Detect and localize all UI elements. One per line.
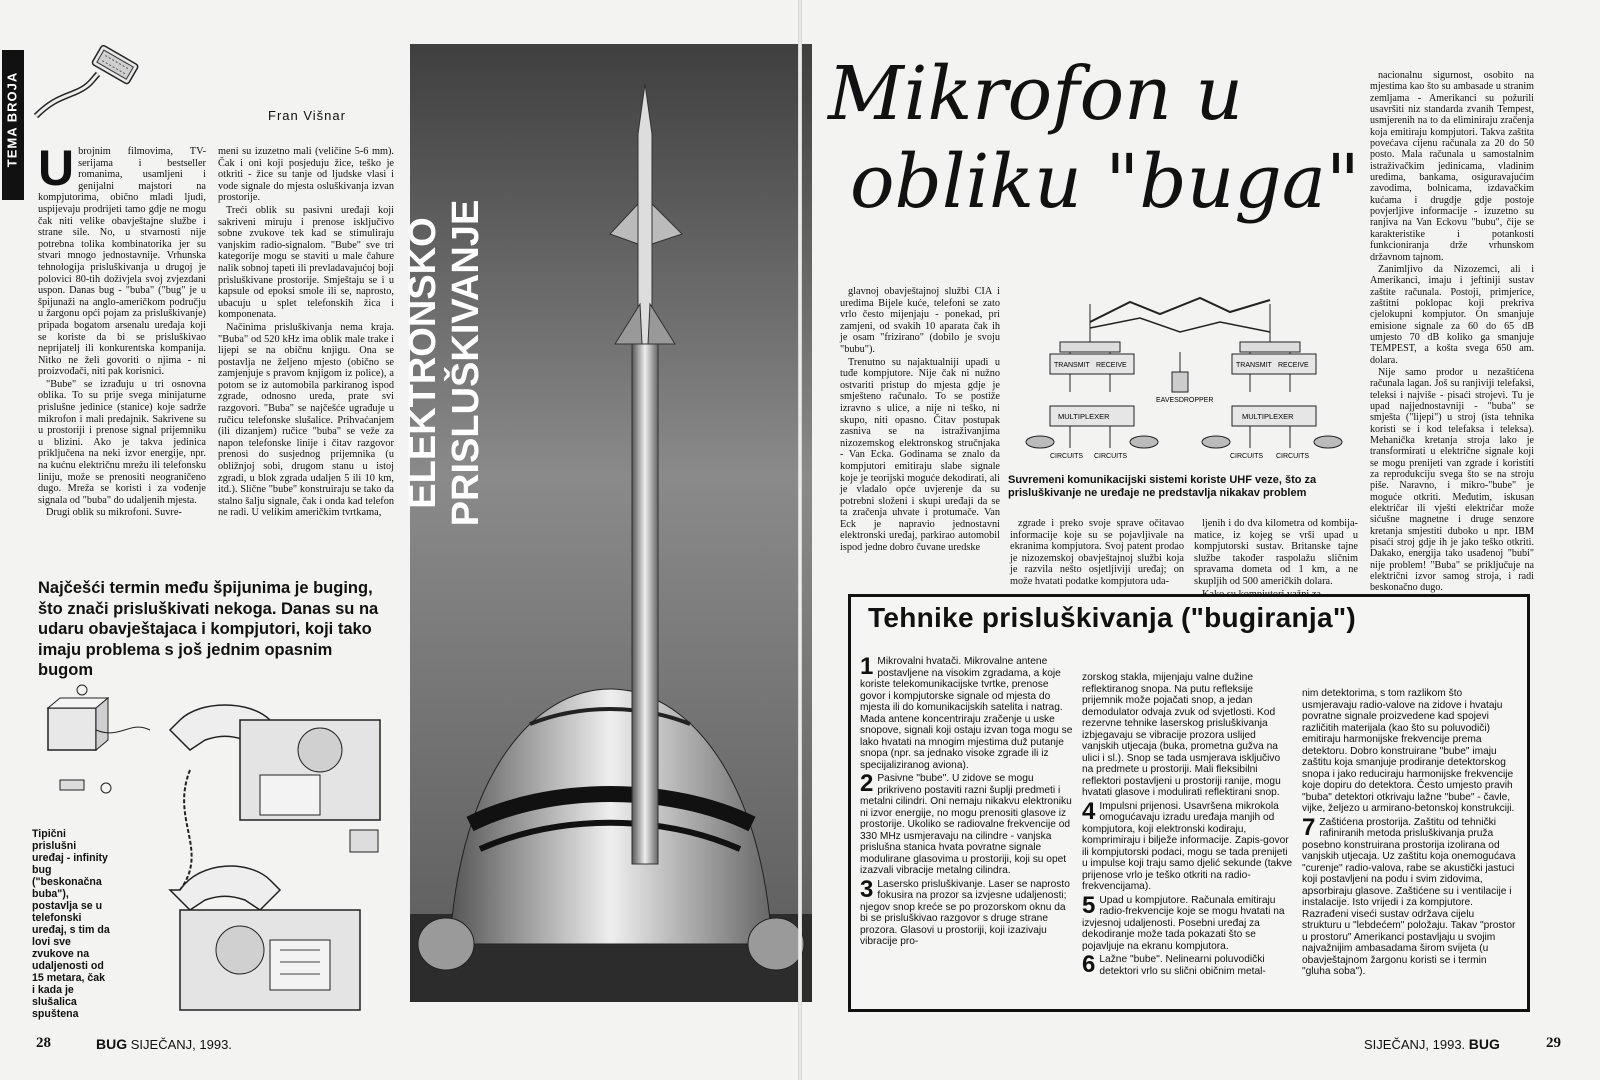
page-number-right: 29 [1546,1035,1561,1051]
technique-text: Lasersko prisluškivanje. Laser se naprosto fokusira na prozor sa izvjesne udaljenosti; njegov snop kreće se po prozorskom oknu da bi se prisluškivao razgovor s druge strane prozora. Glasovi u prostoriji, koji izazivaju vibracije pro- [860,878,1070,947]
paragraph: meni su izuzetno mali (veličine 5-6 mm). Čak i oni koji posjeduju žice, teško je otkriti - žice su tanje od ljudske vlasi i vode signale do mjesta osluškivanja izvan prostorije. [218,146,394,204]
paragraph: brojnim filmovima, TV-serijama i bestseller romanima, usamljeni i genijalni majstori na kompjutorima, obično mladi ljudi, uspijevaju prodrijeti tamo gdje ne mogu čak niti velike obavještajne službe i strane sile. No, u stvarnosti nije potrebna tolika kombinatorika jer su stvari mnogo jednostavnije. Vrhunska tehnologija prisluškivanja u drugoj je polovici 80-tih doživjela svoj zvjezdani uspon. Danas bug - "buba" ("bug" je u špijunaži na anglo-američkom području u žargonu opći pojam za prisluškivanje) pripada bogatom arsenalu uređaja koji se koriste da bi se prisluškivao neprijatelj ili konkurentska kompanija. Nitko ne želi govoriti o njima - ni proizvođači, niti pak korisnici. [38,146,206,378]
cable-connector-illustration [32,40,142,120]
footer-date: SIJEČANJ, 1993. [130,1037,232,1052]
technique-text: Upad u kompjutore. Računala emitiraju radio-frekvencije koje se mogu hvatati na izvjesnoj udaljenosti. Posebni uređaj za dekodiranje može tada pokazati što se pojavljuje na ekranu kompjutora. [1082,894,1285,952]
diagram-receive-right: RECEIVE [1278,362,1309,369]
technique-text: Pasivne "bube". U zidove se mogu prikriveno postaviti razni šuplji predmeti i metalni cilindri. Oni nemaju nikakvu elektroniku ni izvor energije, no mogu prenositi glasove iz prostorije. Ukoliko se radiovalne frekvencije od 330 MHz usmjeravaju na cilindre - vanjska prislušna stanica hvata povratne signale modulirane glasovima u prostoriji, koji su opet izazvali vibracije metalng cilindra. [860,773,1072,876]
technique-item [1082,672,1294,799]
paragraph: Treći oblik su pasivni uređaji koji sakriveni miruju i prenose isključivo sobne zvukove tek kad se stimuliraju vanjskim radio-signalom. "Bube" sve tri kategorije mogu se staviti u male čahure nalik sobnoj tapeti ili prevladavajućoj boji prisluškivane prostorije. Smještaju se i u kapsule od epoksi smole ili se, naprosto, ubacuju u splet telefonskih žica i komponenata. [218,204,394,321]
diagram-circuits-2: CIRCUITS [1094,453,1128,460]
footer-date: SIJEČANJ, 1993. [1364,1037,1466,1052]
uhf-network-diagram [1010,292,1360,472]
technique-text: Mikrovalni hvatači. Mikrovalne antene postavljene na visokim zgradama, a koje koriste telekomunikacijske tvrtke, prenose govor i kompjutorske signale od mjesta do mjesta ili do komunikacijskih satelita i natrag. Mada antene koncentriraju zračenje u uske snopove, signali koji ostaju izvan toga mogu se lako hvatati na mnogim mjestima duž putanje snopa (npr. sa jednako visoke zgrade ili iz specijaliziranog aviona). [860,656,1073,771]
paragraph: glavnoj obavještajnoj službi CIA i uredima Bijele kuće, telefoni se zato vrlo često mijenjaju - ponekad, pri zamjeni, od svakih 10 aparata čak ih je osam "frizirano" (dobilo je svoju "bubu"). [840,286,1000,355]
vertical-title-text: ELEKTRONSKO PRISLUŠKIVANJE [402,199,487,527]
vertical-section-title [402,40,487,650]
headline-line-1: Mikrofon u [828,51,1243,137]
article-column-1 [38,140,206,520]
diagram-transmit-right: TRANSMIT [1236,362,1272,369]
paragraph: Načinima prisluškivanja nema kraja. "Buba" od 520 kHz ima oblik male trake i lijepi se na običnu knjigu. Ona se postavlja ne željeno mjesto (obično se zamjenjuje s pravom knjigom iz police), a potom se iz automobila parkiranog ispod zgrade, odnosno ureda, prate svi razgovori. "Buba" se najčešće ugrađuje u ručicu telefonske slušalice. Prihvaćanjem (ili dizanjem) ručice "buba" se veže za napon telefonske linije i čitav razgovor prenosi do susjednog prijemnika (u obližnjoj sobi, drugom stanu u istoj zgradi, u blok zgrada udaljen 5 ili 10 km, itd.). Slične "bube" konstruiraju se tako da stalno šalju signale, čak i onda kad telefon ne radi. U velikim američkim tvrtkama, [218,321,394,519]
paragraph: zgrade i preko svoje sprave očitavao informacije koje su se pojavljivale na ekranima kompjutora. Svoj patent prodao je nizozemskoj obavještajnoj službi koja je razvila nešto osjetljiviji uređaj; on može hvatati podatke kompjutora uda- [1010,518,1184,587]
article-column-4 [1010,518,1184,589]
dropcap: U [38,140,75,196]
paragraph: ljenih i do dva kilometra od kombija-matice, iz kojeg se vrši upad u kompjutorski sustav. Britanske tajne službe također raspolažu sličnim spravama dometa od 1 km, a ne skupljih od 500 američkih dolara. [1194,518,1358,587]
technique-item [1082,891,1294,953]
technique-number: 5 [1082,891,1096,919]
article-column-5 [1194,518,1358,601]
sidebar-column-1 [860,653,1074,950]
paragraph: nacionalnu sigurnost, osobito na mjestima kao što su ambasade u stranim zemljama - Amerikanci su požurili usavršiti niz standarda zvanih Tempest, usmjerenih na to da eliminiraju zračenja koja emitiraju kompjutori. Takva zaštita povećava cijenu računala za 20 do 50 posto. Mala računala u samostalnim istraživačkim jedinicama, vladinim uredima, bankama, osiguravajućim zavodima, bolnicama, izdavačkim kućama i drugdje gdje postoje povjerljive informacije - izuzetno su ranjiva na Van Eckovu "bubu", čije se karakteristike i potankosti funkcioniranja drže vrhunskom državnom tajnom. [1370,70,1534,263]
technique-number: 1 [860,653,874,680]
paragraph: Zanimljivo da Nizozemci, ali i Amerikanci, imaju i jeftiniji sustav zaštite računala. Postoji, primjerice, zaštitni poklopac koji prekriva cjelokupni kompjutor. On smanjuje emisione signale za 60 do 65 dB umjesto 70 dB koliko ga smanjuje TEMPEST, a košta svega 650 am. dolara. [1370,263,1534,366]
technique-text: nim detektorima, s tom razlikom što usmjeravaju radio-valove na zidove i hvataju povratne signale proizvedene kad spojevi različitih materijala (kao što su poluvodiči) emitiraju harmonijske frekvencije prema detektoru. Dobro konstruirane "bube" imaju zaštitu koja smanjuje prodiranje detektorskog snopa i jako reduciraju harmonijske frekvencije koje dopiru do detektora. Često umjesto pravih "buba" detektori otkrivaju lažne "bube" - čavle, vijke, željezo u armirano-betonskoj konstrukciji. [1302,688,1515,814]
technique-item [860,770,1074,877]
footer-right [1364,1036,1500,1052]
diagram-multiplexer-right: MULTIPLEXER [1242,412,1294,421]
footer-left [96,1036,232,1052]
diagram-circuits-3: CIRCUITS [1230,453,1264,460]
diagram-multiplexer-left: MULTIPLEXER [1058,412,1110,421]
diagram-caption: Suvremeni komunikacijski sistemi koriste UHF veze, što za prisluškivanje ne uređaje ne predstavlja nikakav problem [1008,474,1317,499]
paragraph: Drugi oblik su mikrofoni. Suvre- [46,507,182,519]
page-number-left: 28 [36,1035,51,1051]
diagram-eavesdropper: EAVESDROPPER [1156,397,1214,404]
illustration-caption: Tipični prislušni uređaj - infinity bug ("beskonačna buba"), postavlja se u telefonski uređaj, s tim da lovi sve zvukove na udaljenosti od 15 metara, čak i kada je slušalica spuštena [32,828,110,1020]
technique-number: 4 [1082,797,1096,825]
technique-item [860,875,1074,948]
technique-text: Impulsni prijenosi. Usavršena mikrokola omogućavaju izradu uređaja manjih od kompjutora, koji elektronski kodiraju, komprimiraju i bilježe informacije. Zapis-govor ili kompjutorski podaci, mogu se tada prenijeti u impulse koji traju samo djelić sekunde (takve prijenose vrlo je teško otkriti na radio-frekvencijama). [1082,800,1293,892]
technique-text: Zaštićena prostorija. Zaštitu od tehnički rafiniranih metoda prisluškivanja pruža posebno konstruirana prostorija izolirana od vanjskih utjecaja. Uz zaštitu koja onemogućava "curenje" radio-valova, rabe se akustički jastuci koji postavljeni na podu i svim zidovima, apsorbiraju glasove. Zaštićene su i ventilacije i instalacije. Isto vrijedi i za kompjutore. Razrađeni viseći sustav održava cijelu strukturu u "lebdećem" položaju. Takav "prostor u prostoru" Amerikanci postavljaju u svojim najvažnijim ambasadama širom svijeta (u obavještajnom žargonu koristi se i termin "gluha soba"). [1302,816,1516,977]
diagram-circuits-1: CIRCUITS [1050,453,1084,460]
headline-line-2: obliku "buga" [850,139,1360,225]
diagram-receive-left: RECEIVE [1096,362,1127,369]
article-column-6 [1370,70,1534,595]
technique-item [1302,813,1516,978]
technique-number: 3 [860,875,874,903]
footer-brand: BUG [1468,1036,1500,1052]
diagram-transmit-left: TRANSMIT [1054,362,1090,369]
sidebar-column-3 [1302,688,1516,980]
technique-number: 6 [1082,951,1096,978]
author-byline: Fran Višnar [268,108,346,123]
technique-number: 7 [1302,813,1316,841]
sidebar-title: Tehnike prisluškivanja ("bugiranja") [868,602,1357,633]
section-tab-label: TEMA BROJA [4,71,20,168]
footer-brand: BUG [96,1036,128,1052]
paragraph: "Bube" se izrađuju u tri osnovna oblika. To su prije svega minijaturne prislušne jedinice (stanice) koje sadrže mikrofon i mali predajnik. Sakrivene su u prostoriji i prenose signal prijemniku u blizini. Ako je takva jedinica priključena na neki izvor energije, npr. na kućnu električnu mrežu ili telefonsku liniju, može se prenositi neograničeno dugo. Mreža se koristi i za vođenje signala od "buba" do udaljenih mjesta. [38,378,206,506]
paragraph: Nije samo prodor u nezaštićena računala lagan. Još su ranjiviji telefaksi, teleksi i najviše - pisaći strojevi. Tu je upad najjednostavniji - "buba" se smješta ("lijepi") u stroj (ista tehnika koristi se i kod telefaksa i teleksa). Mehanička kretanja stroja lako je transformirati u električne signale koji se mogu prenijeti van zgrade i koristiti za reprodukciju svega što se na stroju piše. Naravno, i mikro-"bube" je moguće otkriti. Međutim, iskusan električar ili vješti električar može sićušne magnetne i druge senzore kretanja smjestiti duboko u npr. IBM pisaći stroj gdje ih je jako teško otkriti. Dakako, energija tako usađenoj "bubi" nije problem! "Buba" se priključuje na električni izvor samog stroja, i radi beskonačno dugo. [1370,366,1534,594]
technique-item [1082,951,1294,978]
lead-paragraph: Najčešći termin među špijunima je buging, što znači prisluškivati nekoga. Danas su na udaru obavještajaca i kompjutori, koji tako imaju problema s još jednim opasnim bugom [38,579,379,679]
technique-item [1082,797,1294,893]
technique-item [1302,688,1516,815]
technique-number: 2 [860,770,874,797]
sidebar-column-2 [1082,672,1294,979]
technique-item [860,653,1074,771]
diagram-circuits-4: CIRCUITS [1276,453,1310,460]
article-column-2 [218,146,394,520]
section-tab [2,50,24,200]
article-column-3 [840,286,1000,555]
paragraph: Trenutno su najaktualniji upadi u tuđe kompjutore. Nije čak ni nužno ostvariti pristup do mjesta gdje je smješteno računalo. To se postiže izravno s ulice, a nije ni teško, ni skupo, niti opasno. Čitav postupak zasniva se na istraživanjima nizozemskog elektronskog stručnjaka - Van Ecka. Godinama se znalo da kompjutori emitiraju slabe signale koje je teorijski moguće dekodirati, ali je vladalo opće uvjerenje da su potrebni složeni i skupi uređaji da se ta zračenja uhvate i protumače. Van Eck je napravio jednostavni elektronski uređaj, parkirao automobil ispod jedne dobro čuvane uredske [840,356,1000,554]
article-headline [828,50,1368,226]
technique-text: Lažne "bube". Nelinearni poluvodički detektori vrlo su slični običnim metal- [1099,954,1266,977]
technique-text: zorskog stakla, mijenjaju valne dužine reflektiranog snopa. Na putu refleksije prijemnik može pojačati snop, a jedan demodulator odvaja zvuk od svjetlosti. Kod rezervne tehnike laserskog prisluškivanja izbjegavaju se vibracije prozora uslijed vanjskih utjecaja (buka, prometna gužva na ulici i sl.). Snop se tada usmjerava isključivo na predmete u prostoriji. Mali fleksibilni reflektori postavljeni u prostoriji ranije, mogu hvatati glasove i modulirati reflektirani snop. [1082,672,1281,798]
